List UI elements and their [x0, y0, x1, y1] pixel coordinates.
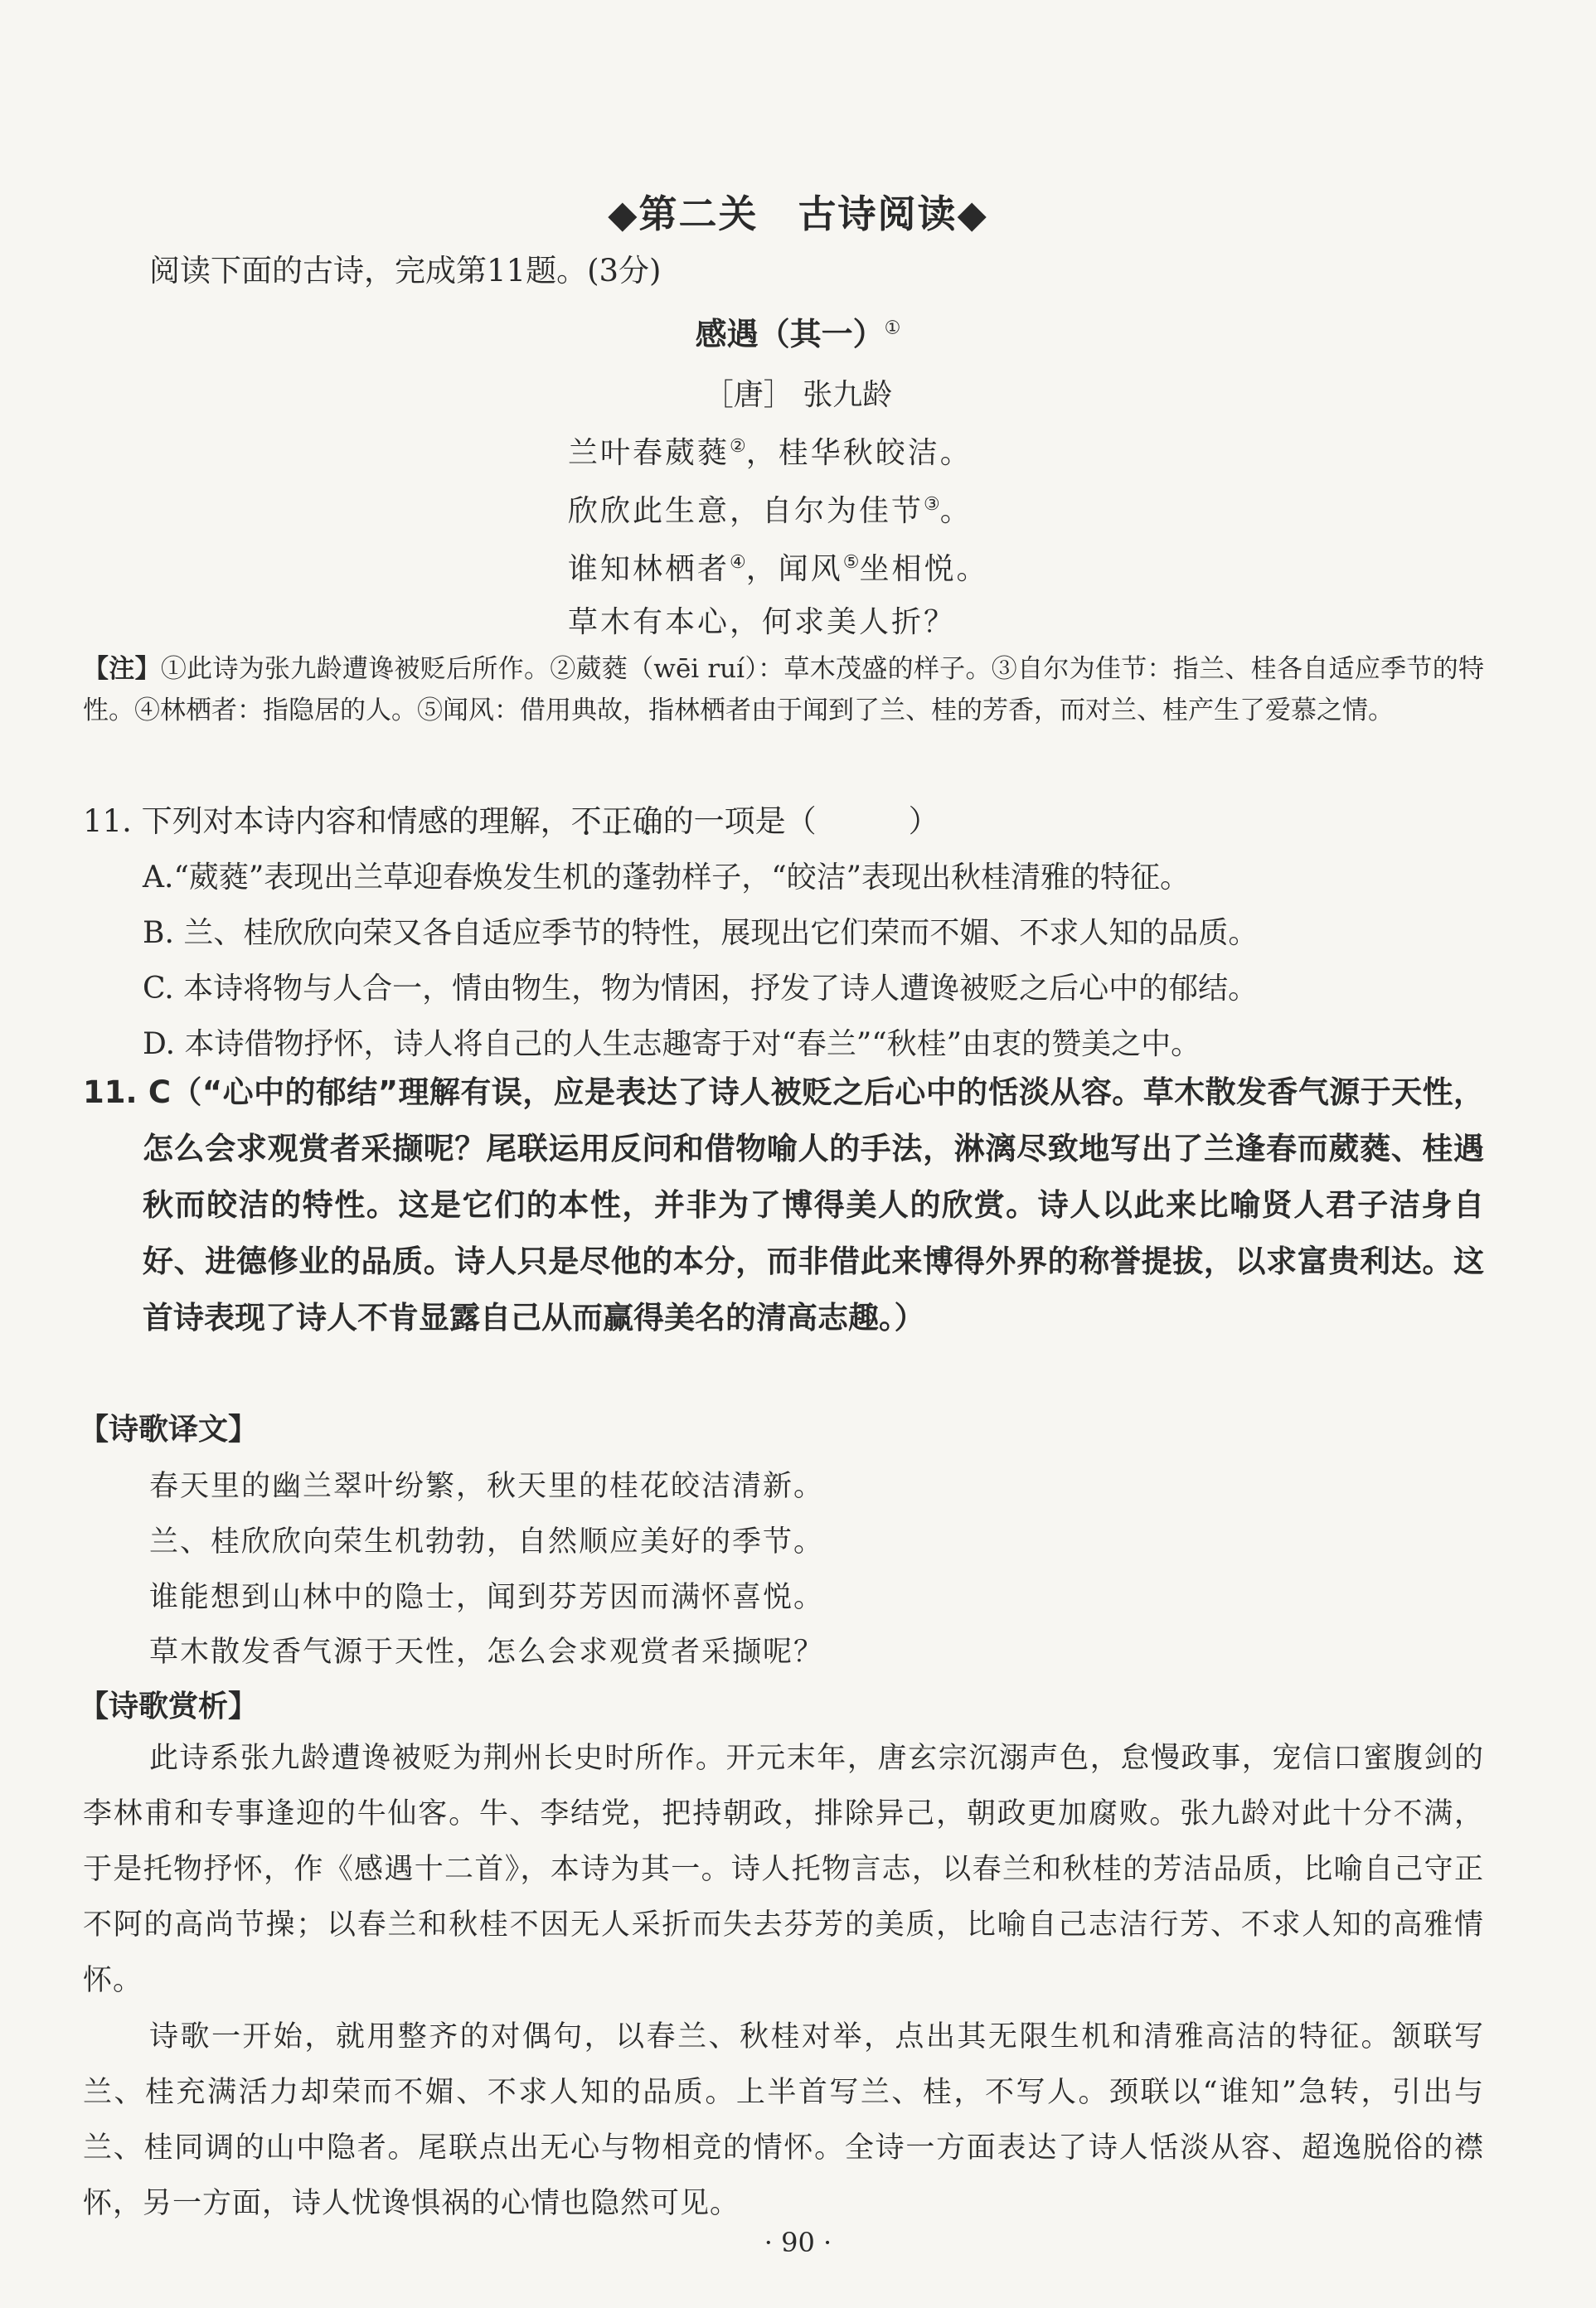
translation-line-2: 兰、桂欣欣向荣生机勃勃，自然顺应美好的季节。 [149, 1525, 825, 1559]
poem-notes [83, 648, 1484, 731]
emphasis-char: 确 [632, 803, 663, 839]
note-mark: ⑤ [842, 552, 860, 573]
emphasis-char: 不 [570, 803, 602, 839]
poem-line-3 [568, 545, 989, 588]
note-mark: ④ [730, 552, 746, 573]
option-b: B. 兰、桂欣欣向荣又各自适应季节的特性，展现出它们荣而不媚、不求人知的品质。 [143, 916, 1259, 950]
notes-label: 【注】 [83, 654, 161, 684]
poem-title [0, 308, 1596, 354]
poem-line-text: 谁知林栖者 [568, 552, 730, 586]
option-c: C. 本诗将物与人合一，情由物生，物为情困，抒发了诗人遭谗被贬之后心中的郁结。 [143, 972, 1259, 1006]
translation-heading: 【诗歌译文】 [79, 1413, 259, 1447]
poem-title-text: 感遇（其一） [695, 316, 885, 352]
option-a: A.“葳蕤”表现出兰草迎春焕发生机的蓬勃样子，“皎洁”表现出秋桂清雅的特征。 [143, 861, 1191, 895]
appreciation-heading: 【诗歌赏析】 [79, 1690, 259, 1724]
poem-line-text: ，桂华秋皎洁。 [745, 436, 973, 470]
appreciation-paragraph-1: 此诗系张九龄遭谗被贬为荆州长史时所作。开元末年，唐玄宗沉溺声色，怠慢政事，宠信口蜜腹剑的李林甫和专事逢迎的牛仙客。牛、李结党，把持朝政，排除异己，朝政更加腐败。张九龄对此十分不满，于是托物抒怀，作《感遇十二首》，本诗为其一。诗人托物言志，以春兰和秋桂的芳洁品质，比喻自己守正不阿的高尚节操；以春兰和秋桂不因无人采折而失去芬芳的美质，比喻自己志洁行芳、不求人知的高雅情怀。 [83, 1742, 1484, 1997]
poem-line-1 [568, 429, 973, 472]
poem-line-4 [568, 599, 956, 641]
stem-text: 11. 下列对本诗内容和情感的理解， [83, 803, 571, 839]
emphasis-char: 正 [601, 803, 633, 839]
answer-explanation: 11. C（“心中的郁结”理解有误，应是表达了诗人被贬之后心中的恬淡从容。草木散发香气源于天性，怎么会求观赏者采撷呢？尾联运用反问和借物喻人的手法，淋漓尽致地写出了兰逢春而葳蕤、桂遇秋而皎洁的特性。这是它们的本性，并非为了博得美人的欣赏。诗人以此来比喻贤人君子洁身自好、进德修业的品质。诗人只是尽他的本分，而非借此来博得外界的称誉提拔，以求富贵利达。这首诗表现了诗人不肯显露自己从而赢得美名的清高志趣。） [83, 1074, 1484, 1336]
poem-line-text: ，闻风 [745, 552, 843, 586]
stem-text: 的一项是（ ） [662, 803, 939, 839]
poem-line-text: 草木有本心，何求美人折？ [568, 605, 957, 639]
translation-line-3: 谁能想到山林中的隐士，闻到芬芳因而满怀喜悦。 [149, 1581, 825, 1614]
translation-line-1: 春天里的幽兰翠叶纷繁，秋天里的桂花皎洁清新。 [149, 1470, 825, 1503]
poem-line-text: 兰叶春葳蕤 [568, 436, 730, 470]
appreciation-paragraph-2: 诗歌一开始，就用整齐的对偶句，以春兰、秋桂对举，点出其无限生机和清雅高洁的特征。颔联写兰、桂充满活力却荣而不媚、不求人知的品质。上半首写兰、桂，不写人。颈联以“谁知”急转，引出与兰、桂同调的山中隐者。尾联点出无心与物相竞的情怀。全诗一方面表达了诗人恬淡从容、超逸脱俗的襟怀，另一方面，诗人忧谗惧祸的心情也隐然可见。 [83, 2020, 1484, 2220]
poem-line-text: 欣欣此生意，自尔为佳节 [568, 494, 924, 528]
question-stem [83, 796, 939, 841]
poem-line-2 [568, 487, 973, 530]
poem-line-text: 。 [939, 494, 973, 528]
poem-line-text: 坐相悦。 [859, 552, 989, 586]
option-d: D. 本诗借物抒怀，诗人将自己的人生志趣寄于对“春兰”“秋桂”由衷的赞美之中。 [143, 1027, 1201, 1061]
section-title: ◆第二关 古诗阅读◆ [608, 192, 988, 236]
poem-title-note-mark: ① [884, 318, 901, 339]
note-mark: ② [730, 436, 746, 457]
translation-line-4: 草木散发香气源于天性，怎么会求观赏者采撷呢？ [149, 1636, 825, 1669]
reading-instruction: 阅读下面的古诗，完成第11题。(3分) [149, 253, 662, 288]
notes-text: ①此诗为张九龄遭谗被贬后所作。②葳蕤（wēi ruí）：草木茂盛的样子。③自尔为佳节：指兰、桂各自适应季节的特性。④林栖者：指隐居的人。⑤闻风：借用典故，指林栖者由于闻到了兰、桂的芳香，而对兰、桂产生了爱慕之情。 [83, 654, 1484, 725]
note-mark: ③ [924, 494, 940, 515]
poem-author: ［唐］ 张九龄 [703, 378, 893, 412]
page-number: · 90 · [764, 2227, 832, 2258]
